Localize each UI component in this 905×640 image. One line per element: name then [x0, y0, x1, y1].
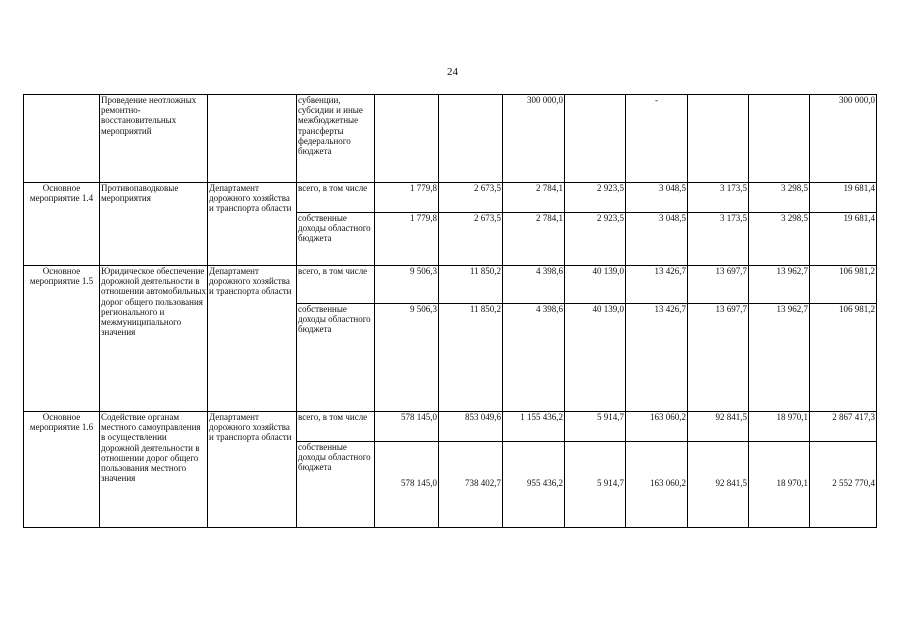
value-cell: 2 923,5: [565, 213, 626, 266]
total-cell: 2 867 417,3: [810, 412, 877, 442]
value-cell: 3 298,5: [749, 183, 810, 213]
value-cell: 40 139,0: [565, 304, 626, 412]
value-cell: 853 049,6: [439, 412, 503, 442]
value-cell: 92 841,5: [688, 412, 749, 442]
activity-code-cell: [24, 95, 100, 183]
table-row: [24, 183, 877, 213]
total-cell: 106 981,2: [810, 304, 877, 412]
value-cell: 2 784,1: [503, 183, 565, 213]
table-row: [24, 266, 877, 304]
value-cell: 2 673,5: [439, 183, 503, 213]
value-cell: 1 779,8: [375, 213, 439, 266]
total-cell: 19 681,4: [810, 183, 877, 213]
value-cell: 11 850,2: [439, 304, 503, 412]
activity-code-cell: Основное мероприятие 1.5: [24, 266, 100, 412]
funding-source-cell: собственные доходы областного бюджета: [297, 213, 375, 266]
value-cell: [375, 95, 439, 183]
value-cell: 2 784,1: [503, 213, 565, 266]
activity-code-cell: Основное мероприятие 1.6: [24, 412, 100, 528]
value-cell: 18 970,1: [749, 442, 810, 528]
value-cell: 9 506,3: [375, 304, 439, 412]
value-cell: 9 506,3: [375, 266, 439, 304]
value-cell: [749, 95, 810, 183]
value-cell: 578 145,0: [375, 442, 439, 528]
value-cell: 13 962,7: [749, 304, 810, 412]
value-cell: 40 139,0: [565, 266, 626, 304]
executor-cell: Департамент дорожного хозяйства и транспорта области: [208, 412, 297, 528]
funding-source-cell: всего, в том числе: [297, 266, 375, 304]
value-cell: -: [626, 95, 688, 183]
value-cell: 4 398,6: [503, 304, 565, 412]
value-cell: 13 426,7: [626, 304, 688, 412]
value-cell: 3 048,5: [626, 213, 688, 266]
table-row: [24, 95, 877, 183]
value-cell: 955 436,2: [503, 442, 565, 528]
value-cell: [688, 95, 749, 183]
total-cell: 300 000,0: [810, 95, 877, 183]
value-cell: 92 841,5: [688, 442, 749, 528]
activity-name-cell: Юридическое обеспечение дорожной деятельности в отношении автомобильных дорог общего пользования регионального и межмуниципального значения: [100, 266, 208, 412]
table-body: [24, 95, 877, 528]
activity-name-cell: Содействие органам местного самоуправления в осуществлении дорожной деятельности в отношении дорог общего пользования местного значения: [100, 412, 208, 528]
value-cell: 3 173,5: [688, 213, 749, 266]
value-cell: 5 914,7: [565, 442, 626, 528]
value-cell: [439, 95, 503, 183]
page-number: 24: [447, 66, 458, 78]
executor-cell: Департамент дорожного хозяйства и транспорта области: [208, 183, 297, 266]
value-cell: 3 048,5: [626, 183, 688, 213]
value-cell: 3 298,5: [749, 213, 810, 266]
value-cell: 11 850,2: [439, 266, 503, 304]
value-cell: 13 426,7: [626, 266, 688, 304]
funding-source-cell: всего, в том числе: [297, 412, 375, 442]
funding-source-cell: собственные доходы областного бюджета: [297, 442, 375, 528]
funding-source-cell: субвенции, субсидии и иные межбюджетные трансферты федерального бюджета: [297, 95, 375, 183]
value-cell: 1 779,8: [375, 183, 439, 213]
funding-source-cell: всего, в том числе: [297, 183, 375, 213]
value-cell: 163 060,2: [626, 412, 688, 442]
value-cell: 13 697,7: [688, 304, 749, 412]
executor-cell: Департамент дорожного хозяйства и транспорта области: [208, 266, 297, 412]
activity-name-cell: Противопаводковые мероприятия: [100, 183, 208, 266]
value-cell: 738 402,7: [439, 442, 503, 528]
program-activities-table: [23, 94, 877, 528]
value-cell: 2 673,5: [439, 213, 503, 266]
total-cell: 106 981,2: [810, 266, 877, 304]
value-cell: 13 697,7: [688, 266, 749, 304]
value-cell: 13 962,7: [749, 266, 810, 304]
value-cell: 1 155 436,2: [503, 412, 565, 442]
value-cell: [565, 95, 626, 183]
total-cell: 19 681,4: [810, 213, 877, 266]
value-cell: 3 173,5: [688, 183, 749, 213]
activity-code-cell: Основное мероприятие 1.4: [24, 183, 100, 266]
value-cell: 163 060,2: [626, 442, 688, 528]
value-cell: 4 398,6: [503, 266, 565, 304]
total-cell: 2 552 770,4: [810, 442, 877, 528]
funding-source-cell: собственные доходы областного бюджета: [297, 304, 375, 412]
value-cell: 5 914,7: [565, 412, 626, 442]
executor-cell: [208, 95, 297, 183]
table-row: [24, 412, 877, 442]
value-cell: 578 145,0: [375, 412, 439, 442]
value-cell: 300 000,0: [503, 95, 565, 183]
value-cell: 2 923,5: [565, 183, 626, 213]
activity-name-cell: Проведение неотложных ремонтно-восстановительных мероприятий: [100, 95, 208, 183]
value-cell: 18 970,1: [749, 412, 810, 442]
